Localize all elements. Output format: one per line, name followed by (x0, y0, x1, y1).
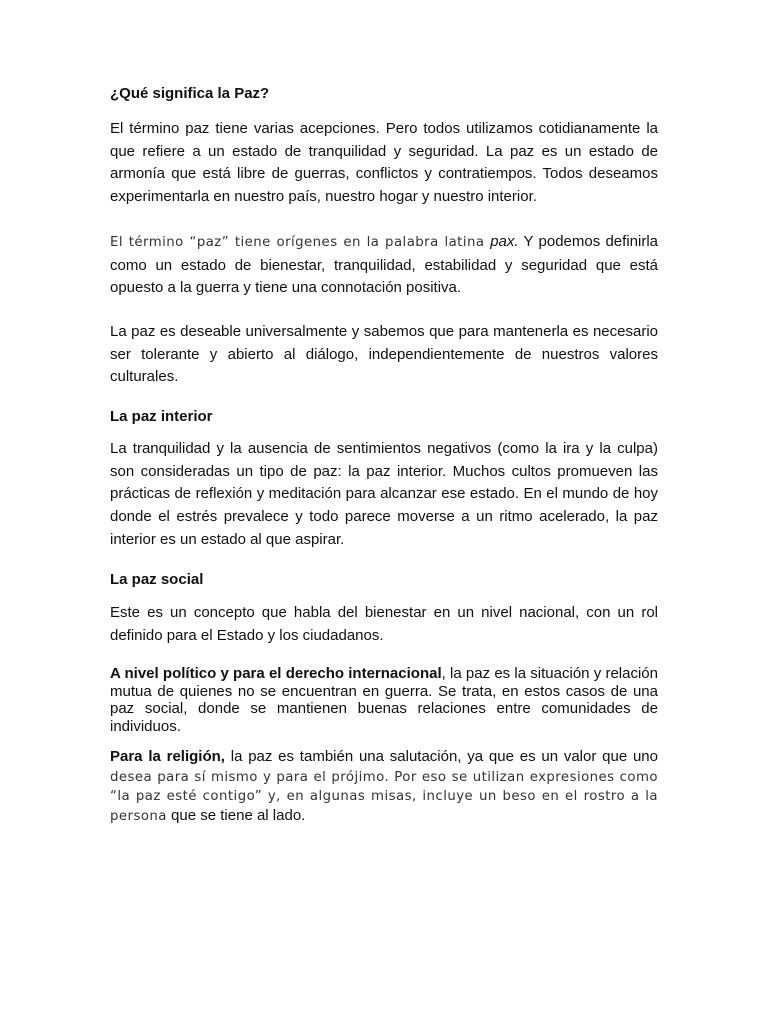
political-lead: A nivel político y para el derecho internacional (110, 665, 442, 682)
paragraph-religion-end: que se tiene al lado. (166, 806, 306, 824)
paragraph-interior: La tranquilidad y la ausencia de sentimientos negativos (como la ira y la culpa) son consideradas un tipo de paz: la paz interior. Muchos cultos promueven las prácticas de reflexión y meditación para alcanzar ese estado. En el mundo de hoy donde el estrés prevalece y todo parece moverse a un ritmo acelerado, la paz interior es un estado al que aspirar. (110, 440, 658, 548)
section-heading-interior: La paz interior (110, 408, 213, 425)
page-title: ¿Qué significa la Paz? (110, 85, 270, 102)
paragraph-universal: La paz es deseable universalmente y sabemos que para mantenerla es necesario ser tolerante y abierto al diálogo, independientemente de nuestros valores culturales. (110, 323, 658, 386)
paragraph-social: Este es un concepto que habla del bienestar en un nivel nacional, con un rol definido para el Estado y los ciudadanos. (110, 604, 658, 644)
paragraph-religion-thin-text: desea para sí mismo y para el prójimo. Por eso se utilizan expresiones como “la paz esté contigo” y, en algunas misas, incluye un beso en el rostro a la persona (110, 769, 658, 824)
religion-lead: Para la religión, (110, 748, 225, 765)
paragraph-political (110, 665, 658, 735)
paragraph-religion-text: la paz es también una salutación, ya que es un valor que uno (224, 748, 658, 765)
paragraph-religion (110, 748, 658, 826)
latin-term: pax. (490, 233, 519, 250)
section-heading-social: La paz social (110, 571, 204, 588)
paragraph-origin-text: Y podemos definirla como un estado de bienestar, tranquilidad, estabilidad y seguridad que está opuesto a la guerra y tiene una connotación positiva. (110, 233, 658, 297)
paragraph-origin-thin-text: El término “paz” tiene orígenes en la palabra latina (110, 235, 491, 250)
paragraph-origin (110, 231, 658, 300)
paragraph-intro: El término paz tiene varias acepciones. Pero todos utilizamos cotidianamente la que refiere a un estado de tranquilidad y seguridad. La paz es un estado de armonía que está libre de guerras, conflictos y contratiempos. Todos deseamos experimentarla en nuestro país, nuestro hogar y nuestro interior. (110, 120, 658, 206)
paragraph-political-text: , la paz es la situación y relación mutua de quienes no se encuentran en guerra. Se trata, en estos casos de una paz social, donde se mantienen buenas relaciones entre comunidades de individuos. (110, 665, 658, 735)
